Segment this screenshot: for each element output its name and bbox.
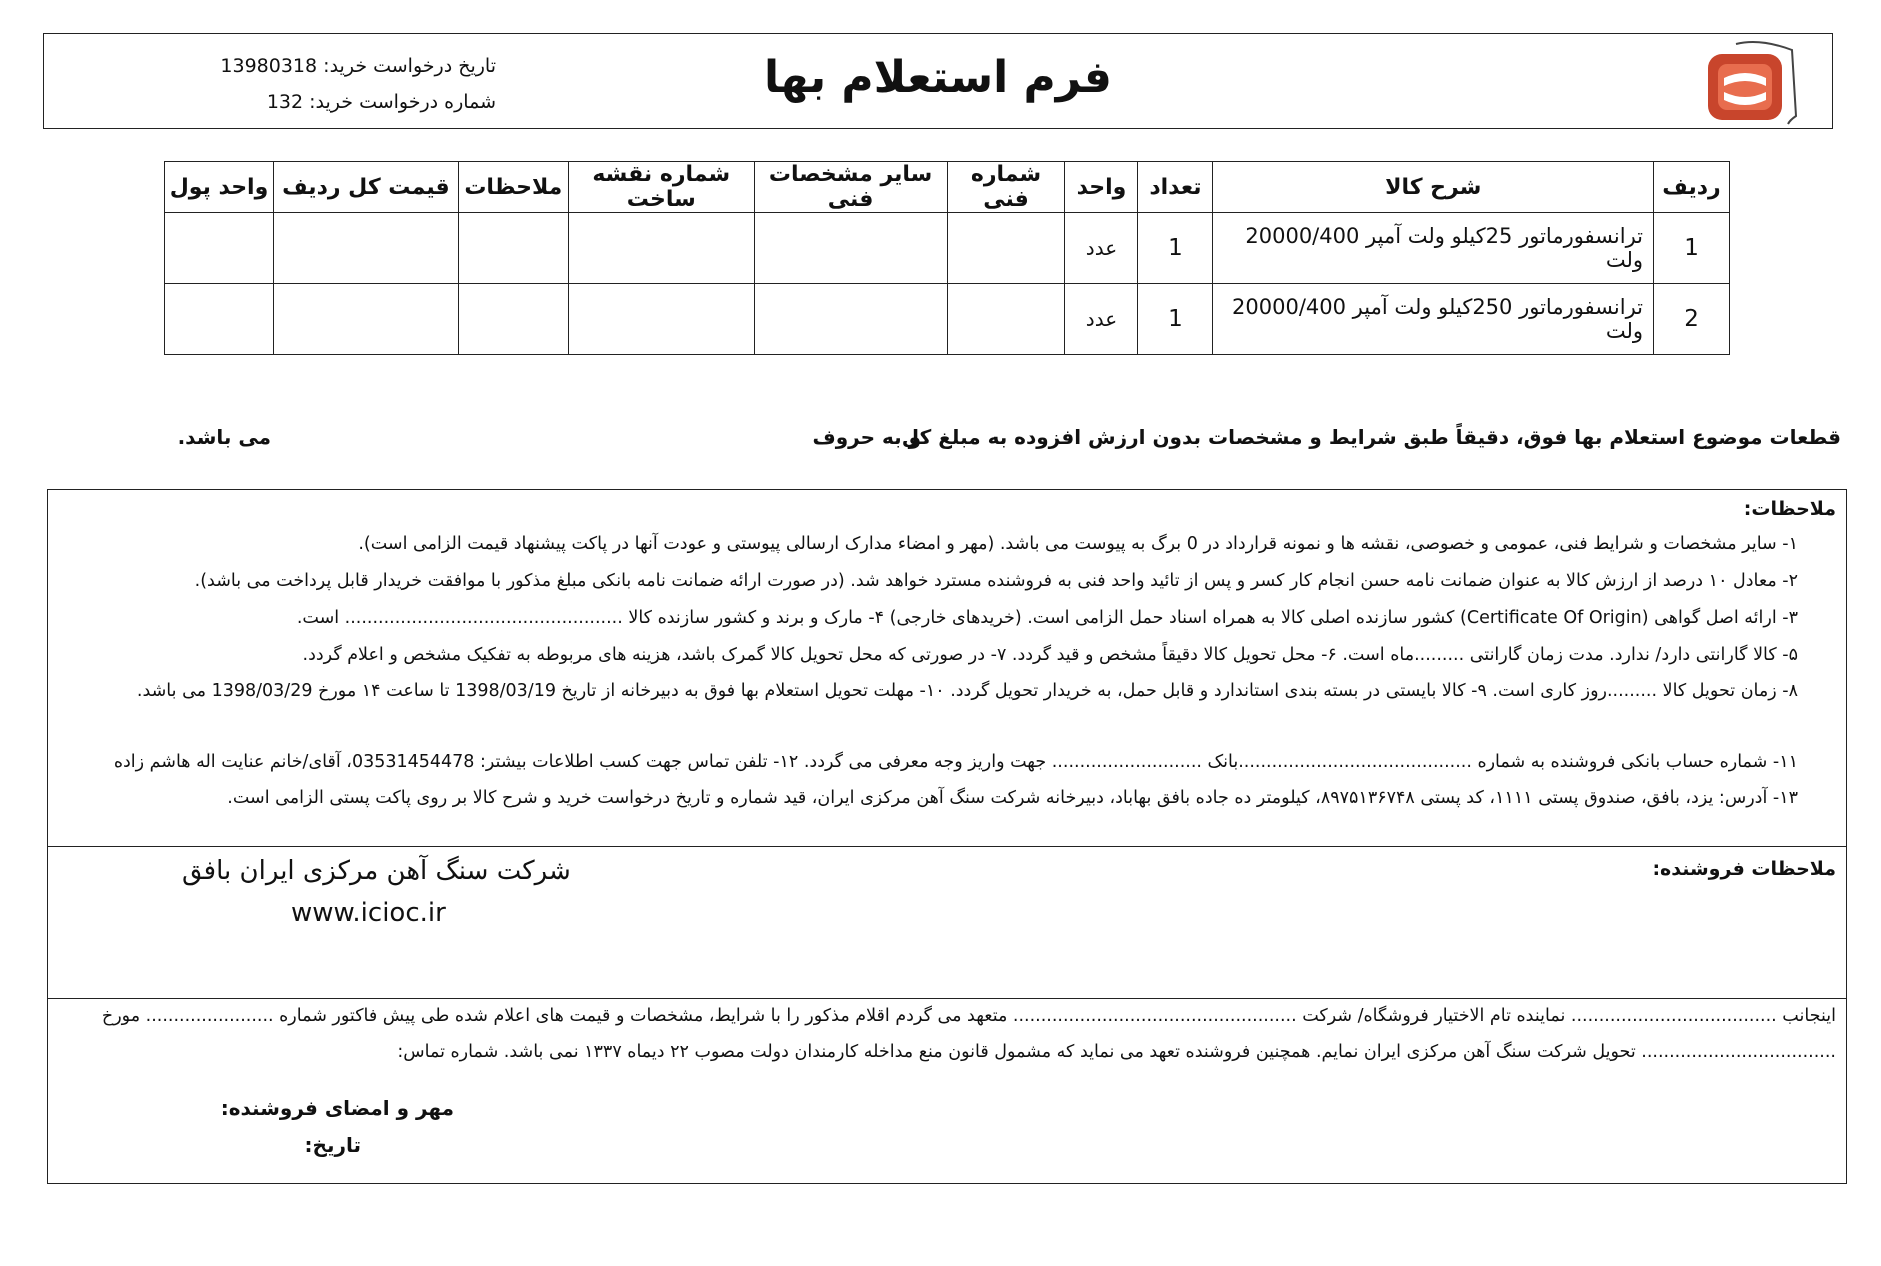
unit-cell: عدد <box>1065 213 1138 284</box>
note-item-13: ۱۳- آدرس: یزد، بافق، صندوق پستی ۱۱۱۱، کد پستی ۸۹۷۵۱۳۶۷۴۸، کیلومتر ده جاده بافق بهاباد، دبیرخانه شرکت سنگ آهن مرکزی ایران، قید شماره و تاریخ درخواست خرید و شرح کالا بر روی پاکت پستی الزامی است. <box>227 788 1798 808</box>
total-price-cell[interactable] <box>273 284 458 355</box>
price-statement-end: می باشد. <box>177 425 271 449</box>
note-item-8: ۸- زمان تحویل کالا .........روز کاری است. ۹- کالا بایستی در بسته بندی استاندارد و قابل حمل، به خریدار تحویل گردد. ۱۰- مهلت تحویل استعلام بها فوق به دبیرخانه از تاریخ 1398/03/19 تا ساعت ۱۴ مورخ 1398/03/29 می باشد. <box>136 681 1798 701</box>
drawing-number-cell[interactable] <box>568 284 754 355</box>
column-header-unit: واحد <box>1065 162 1138 213</box>
price-statement <box>100 425 1841 457</box>
other-specs-cell[interactable] <box>754 213 947 284</box>
table-row <box>165 284 1730 355</box>
price-statement-total: قطعات موضوع استعلام بها فوق، دقیقاً طبق شرایط و مشخصات بدون ارزش افزوده به مبلغ کل <box>901 425 1841 449</box>
quantity-cell: 1 <box>1138 213 1213 284</box>
description-cell: ترانسفورماتور 25کیلو ولت آمپر 20000/400 ولت <box>1213 213 1654 284</box>
request-number-line <box>196 84 496 120</box>
drawing-number-cell[interactable] <box>568 213 754 284</box>
request-number-value: 132 <box>266 91 304 113</box>
request-number-label: شماره درخواست خرید: <box>309 91 496 113</box>
currency-cell[interactable] <box>165 284 274 355</box>
seller-commitment-section <box>48 998 1846 1183</box>
description-cell: ترانسفورماتور 250کیلو ولت آمپر 20000/400 ولت <box>1213 284 1654 355</box>
request-date-value: 13980318 <box>220 55 318 77</box>
technical-number-cell[interactable] <box>947 213 1065 284</box>
note-item-5: ۵- کالا گارانتی دارد/ ندارد. مدت زمان گارانتی .........ماه است. ۶- محل تحویل کالا دقیقاً مشخص و قید گردد. ۷- در صورتی که محل تحویل کالا گمرک باشد، هزینه های مربوطه به تفکیک مشخص و اعلام گردد. <box>302 645 1798 665</box>
remarks-cell[interactable] <box>458 213 568 284</box>
seller-stamp-signature-label: مهر و امضای فروشنده: <box>220 1096 454 1120</box>
note-item-11: ۱۱- شماره حساب بانکی فروشنده به شماره ..........................................بانک ........................... جهت واریز وجه معرفی می گردد. ۱۲- تلفن تماس جهت کسب اطلاعات بیشتر: 03531454478، آقای/خانم عنایت اله هاشم زاده <box>113 752 1798 772</box>
column-header-description: شرح کالا <box>1213 162 1654 213</box>
table-row <box>165 213 1730 284</box>
form-header <box>43 33 1833 129</box>
table-header-row <box>165 162 1730 213</box>
notes-section <box>48 490 1846 847</box>
column-header-technical-number: شماره فنی <box>947 162 1065 213</box>
total-price-cell[interactable] <box>273 213 458 284</box>
commitment-line-1: اینجانب ..................................... نماینده تام الاختیار فروشگاه/ شرکت ................................................... متعهد می گردم اقلام مذکور را با شرایط، مشخصات و قیمت های اعلام شده طی پیش فاکتور شماره ....................... مورخ <box>101 1006 1836 1026</box>
note-item-1: ۱- سایر مشخصات و شرایط فنی، عمومی و خصوصی، نقشه ها و نمونه قرارداد در 0 برگ به پیوست می باشد. (مهر و امضاء مدارک ارسالی پیوستی و عودت آنها در پاکت پیشنهاد قیمت الزامی است). <box>358 534 1798 554</box>
note-item-3: ۳- ارائه اصل گواهی (Certificate Of Origin) کشور سازنده اصلی کالا به همراه اسناد حمل الزامی است. (خریدهای خارجی) ۴- مارک و برند و کشور سازنده کالا .................................................. است. <box>296 608 1798 628</box>
column-header-currency: واحد پول <box>165 162 274 213</box>
other-specs-cell[interactable] <box>754 284 947 355</box>
request-date-line <box>196 48 496 84</box>
column-header-remarks: ملاحظات <box>458 162 568 213</box>
notes-title: ملاحظات: <box>1743 498 1836 520</box>
remarks-cell[interactable] <box>458 284 568 355</box>
row-number-cell: 2 <box>1654 284 1730 355</box>
row-number-cell: 1 <box>1654 213 1730 284</box>
unit-cell: عدد <box>1065 284 1138 355</box>
seller-remarks-section[interactable] <box>48 846 1846 999</box>
seller-remarks-title: ملاحظات فروشنده: <box>1652 858 1836 880</box>
company-name: شرکت سنگ آهن مرکزی ایران بافق <box>182 856 571 886</box>
technical-number-cell[interactable] <box>947 284 1065 355</box>
column-header-quantity: تعداد <box>1138 162 1213 213</box>
items-table <box>164 161 1730 355</box>
price-statement-in-words: و به حروف <box>812 425 921 449</box>
notes-box <box>47 489 1847 1184</box>
request-date-label: تاریخ درخواست خرید: <box>323 55 496 77</box>
column-header-other-specs: سایر مشخصات فنی <box>754 162 947 213</box>
column-header-row-number: ردیف <box>1654 162 1730 213</box>
form-title: فرم استعلام بها <box>764 52 1112 103</box>
company-website: www.icioc.ir <box>291 898 446 928</box>
column-header-total-price: قیمت کل ردیف <box>273 162 458 213</box>
note-item-2: ۲- معادل ۱۰ درصد از ارزش کالا به عنوان ضمانت نامه حسن انجام کار کسر و پس از تائید واحد فنی به فروشنده مسترد خواهد شد. (در صورت ارائه ضمانت نامه بانکی مبلغ مذکور با موافقت خریدار قابل پرداخت می باشد). <box>194 571 1798 591</box>
request-info <box>196 48 496 120</box>
commitment-line-2: ................................... تحویل شرکت سنگ آهن مرکزی ایران نمایم. همچنین فروشنده تعهد می نماید که مشمول قانون منع مداخله کارمندان دولت مصوب ۲۲ دیماه ۱۳۳۷ نمی باشد. شماره تماس: <box>397 1042 1836 1062</box>
column-header-drawing-number: شماره نقشه ساخت <box>568 162 754 213</box>
currency-cell[interactable] <box>165 213 274 284</box>
quantity-cell: 1 <box>1138 284 1213 355</box>
signature-date-label: تاریخ: <box>304 1133 361 1157</box>
